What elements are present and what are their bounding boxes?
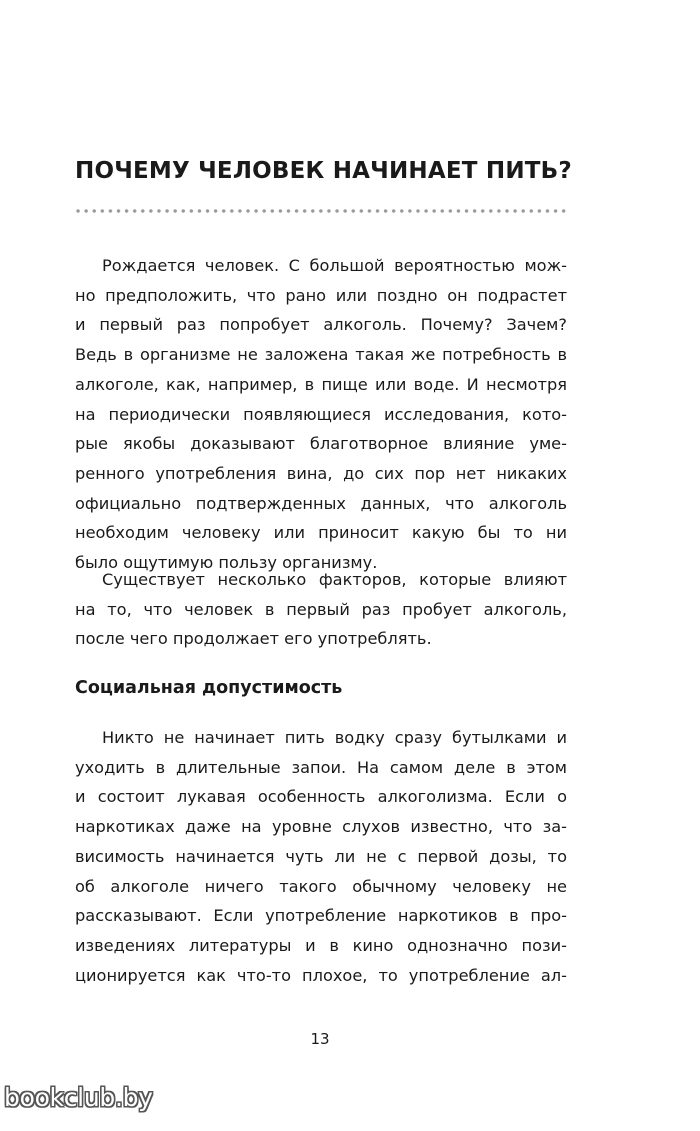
text-line: алкоголе, как, например, в пище или воде. И несмотря xyxy=(75,374,567,394)
text-line: изведениях литературы и в кино однозначно пози- xyxy=(75,935,567,955)
text-line: Существует несколько факторов, которые влияют xyxy=(102,570,567,589)
text-line: на то, что человек в первый раз пробует алкоголь, xyxy=(75,599,567,619)
paragraph-factors xyxy=(75,565,567,654)
text-line: ционируется как что-то плохое, то употребление ал- xyxy=(75,965,567,985)
text-line: ренного употребления вина, до сих пор нет никаких xyxy=(75,463,567,483)
text-line: на периодически появляющиеся исследования, кото- xyxy=(75,404,567,424)
text-line: висимость начинается чуть ли не с первой дозы, то xyxy=(75,846,567,866)
text-line: после чего продолжает его употреблять. xyxy=(75,629,432,649)
watermark: bookclub.by xyxy=(4,1083,153,1112)
paragraph-social xyxy=(75,723,567,990)
text-line: Никто не начинает пить водку сразу бутылками и xyxy=(102,728,567,747)
section-heading: Социальная допустимость xyxy=(75,678,343,698)
text-line: официально подтвержденных данных, что алкоголь xyxy=(75,493,567,513)
text-line: рассказывают. Если употребление наркотиков в про- xyxy=(75,906,567,926)
text-line: необходим человеку или приносит какую бы то ни xyxy=(75,523,567,543)
text-line: Ведь в организме не заложена такая же потребность в xyxy=(75,345,567,365)
chapter-title: ПОЧЕМУ ЧЕЛОВЕК НАЧИНАЕТ ПИТЬ? xyxy=(75,158,572,184)
text-line: и первый раз попробует алкоголь. Почему? Зачем? xyxy=(75,315,567,335)
dotted-divider xyxy=(76,209,568,213)
text-line: Рождается человек. С большой вероятностью мож- xyxy=(102,256,567,275)
text-line: и состоит лукавая особенность алкоголизма. Если о xyxy=(75,787,567,807)
text-line: рые якобы доказывают благотворное влияние уме- xyxy=(75,434,567,454)
text-line: об алкоголе ничего такого обычному человеку не xyxy=(75,876,567,896)
page-number: 13 xyxy=(310,1030,330,1048)
paragraph-intro xyxy=(75,251,567,578)
text-line: но предположить, что рано или поздно он подрастет xyxy=(75,285,567,305)
text-line: было ощутимую пользу организму. xyxy=(75,553,378,573)
text-line: наркотиках даже на уровне слухов известно, что за- xyxy=(75,817,567,837)
text-line: уходить в длительные запои. На самом деле в этом xyxy=(75,757,567,777)
